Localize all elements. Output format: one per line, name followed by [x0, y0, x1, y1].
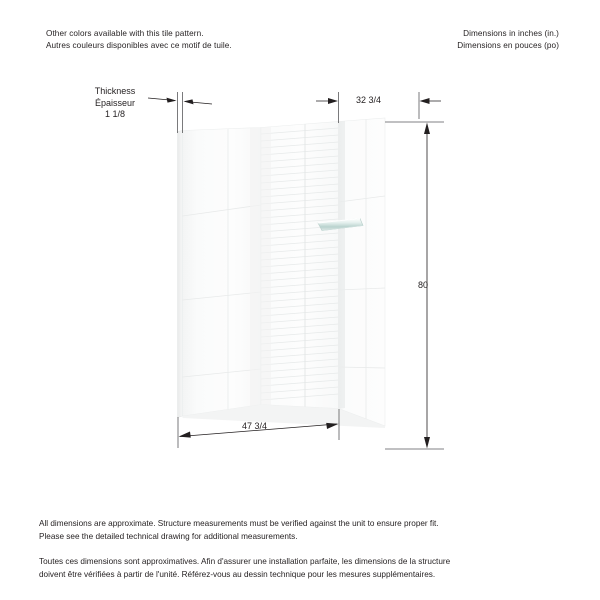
units-note-fr: Dimensions en pouces (po)	[457, 41, 559, 51]
left-side-wall-panel	[183, 128, 262, 417]
height-dimension	[385, 122, 444, 449]
thickness-label-en: Thickness	[94, 86, 136, 96]
units-note-en: Dimensions in inches (in.)	[463, 29, 559, 38]
tile-pattern-note-en: Other colors available with this tile pattern.	[46, 29, 204, 38]
tile-pattern-note-fr: Autres couleurs disponibles avec ce motif de tuile.	[46, 41, 232, 51]
thickness-value: 1 1/8	[104, 109, 126, 119]
right-side-wall-panel	[339, 118, 386, 426]
top-width-value: 32 3/4	[356, 95, 382, 105]
thickness-dimension	[148, 92, 212, 133]
height-value: 80	[418, 280, 429, 290]
panel-thickness-edge	[178, 131, 183, 418]
disclaimer-gap	[39, 543, 569, 556]
back-wall-panel-striped-tile	[261, 120, 339, 410]
disclaimer-fr-line1: Toutes ces dimensions sont approximatives. Afin d'assurer une installation parfaite, les dimensions de la structure	[39, 557, 451, 567]
bottom-width-value: 47 3/4	[242, 421, 268, 431]
thickness-label-fr: Épaisseur	[94, 97, 136, 108]
disclaimer-en-line2: Please see the detailed technical drawing for additional measurements.	[39, 531, 298, 541]
disclaimer-fr-line2: doivent être vérifiées à partir de l'unité. Référez-vous au dessin technique pour les mesures supplémentaires.	[39, 569, 436, 579]
disclaimer-en-line1: All dimensions are approximate. Structure measurements must be verified against the unit to ensure proper fit.	[39, 519, 439, 528]
disclaimer-block	[39, 518, 569, 581]
